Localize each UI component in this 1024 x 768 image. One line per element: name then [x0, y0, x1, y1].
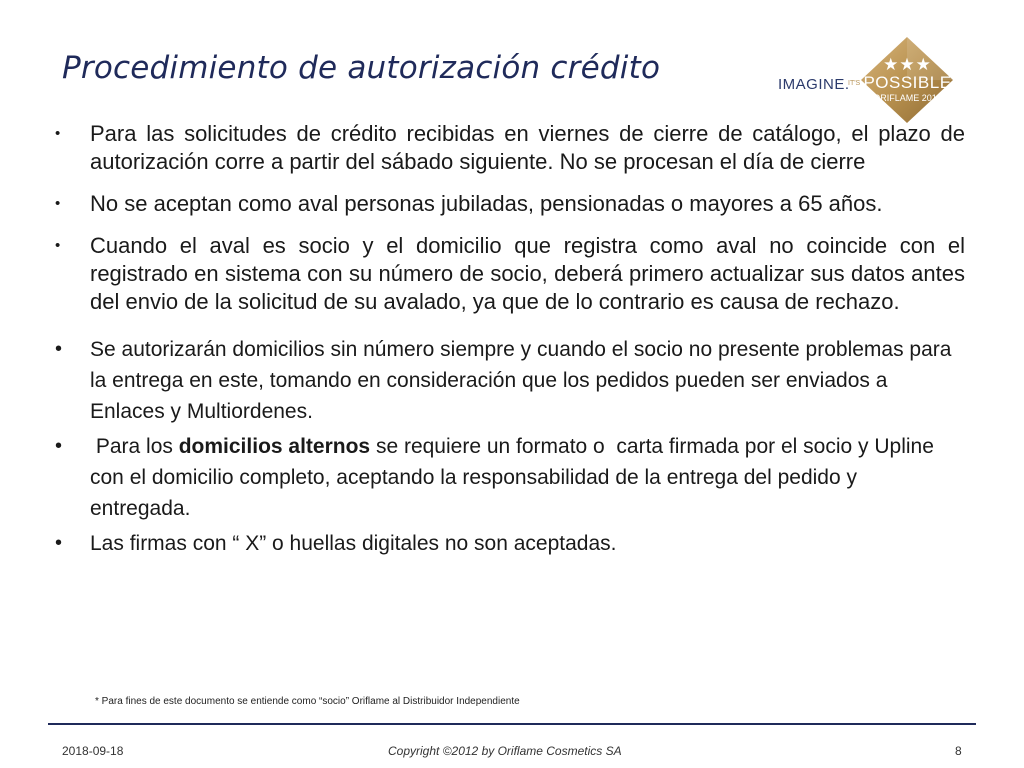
- bullet-text: Se autorizarán domicilios sin número siempre y cuando el socio no presente problemas para la entrega en este, tomando en consideración que los pedidos pueden ser enviados a Enlaces y Multiordenes.: [90, 338, 952, 423]
- footnote: * Para fines de este documento se entiende como “socio” Oriflame al Distribuidor Independiente: [95, 696, 520, 707]
- slide-title: Procedimiento de autorización crédito: [62, 50, 661, 86]
- bullet-dot: •: [55, 338, 63, 360]
- bullet-text-pre: Para los: [90, 435, 179, 458]
- bullet-item: [50, 528, 965, 559]
- logo-its-text: IT'S: [848, 80, 861, 87]
- logo-imagine-text: IMAGINE.: [778, 76, 850, 93]
- bullet-item: [50, 334, 960, 427]
- bullet-dot: •: [55, 125, 61, 142]
- bullet-text: Las firmas con “ X” o huellas digitales no son aceptadas.: [90, 532, 617, 555]
- bullet-dot: •: [55, 532, 63, 554]
- footer-divider: [48, 723, 976, 725]
- footer-copyright: Copyright ©2012 by Oriflame Cosmetics SA: [388, 744, 622, 758]
- page-number: 8: [955, 744, 962, 758]
- logo-diamond: [860, 35, 955, 125]
- bullet-text-bold: domicilios alternos: [178, 435, 371, 458]
- bullet-text: No se aceptan como aval personas jubiladas, pensionadas o mayores a 65 años.: [90, 191, 883, 216]
- bullet-item: [50, 190, 965, 218]
- logo-possible-text: POSSIBLE: [863, 73, 952, 92]
- star-icons: ★★★: [883, 55, 932, 74]
- bullet-list: [50, 120, 965, 559]
- bullet-text: Para las solicitudes de crédito recibidas en viernes de cierre de catálogo, el plazo de autorización corre a partir del sábado siguiente. No se procesan el día de cierre: [90, 121, 965, 174]
- bullet-item: [50, 120, 965, 176]
- bullet-item: [50, 232, 965, 316]
- logo-sub-text: ORIFLAME 2012: [873, 93, 942, 103]
- bullet-text: Cuando el aval es socio y el domicilio que registra como aval no coincide con el registrado en sistema con su número de socio, deberá primero actualizar sus datos antes del envio de la solicitud de su avalado, ya que de lo contrario es causa de rechazo.: [90, 233, 965, 314]
- bullet-dot: •: [55, 237, 61, 254]
- bullet-text-post: se requiere un formato o carta firmada por el socio y Upline con el domicilio completo, aceptando la responsabilidad de la entrega del pedido y entregada.: [90, 435, 940, 520]
- bullet-dot: •: [55, 195, 61, 212]
- oriflame-logo: [775, 35, 975, 125]
- bullet-dot: •: [55, 435, 63, 457]
- footer-date: 2018-09-18: [62, 744, 124, 758]
- bullet-item: [50, 431, 960, 524]
